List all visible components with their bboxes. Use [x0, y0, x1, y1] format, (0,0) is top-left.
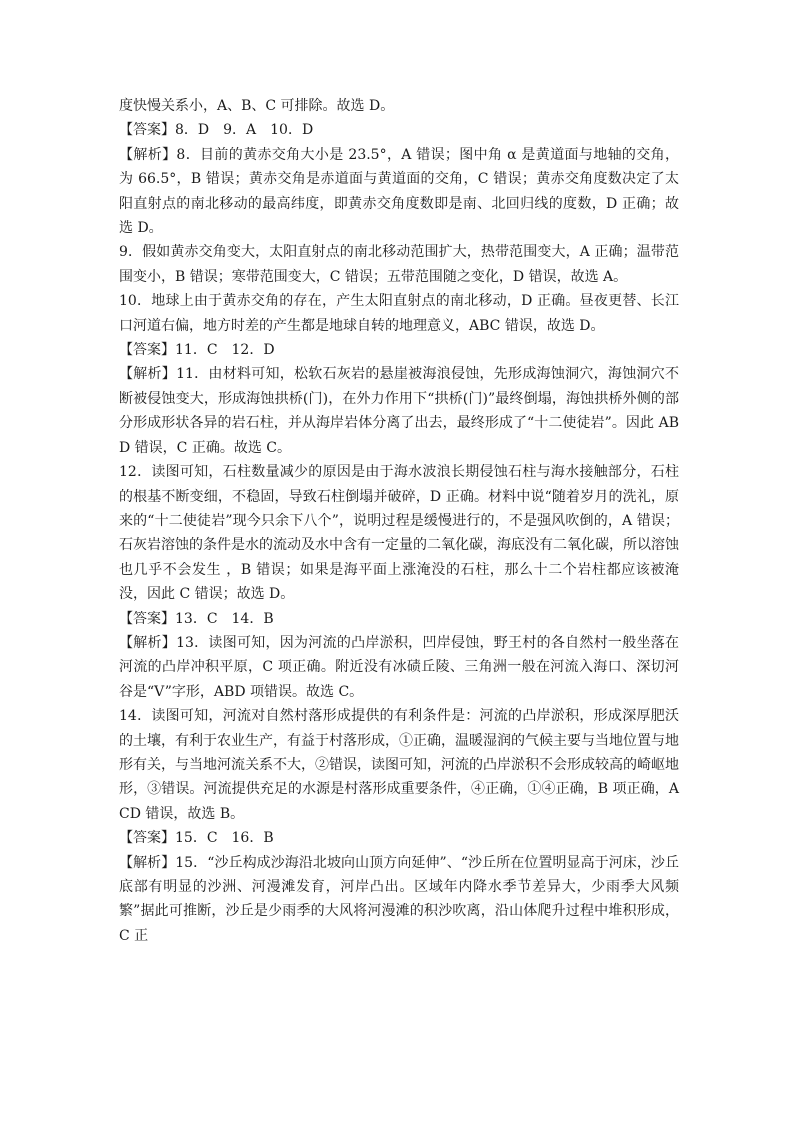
- explanation-q8: 【解析】8．目前的黄赤交角大小是 23.5°，A 错误；图中角 α 是黄道面与地轴的交角，为 66.5°，B 错误；黄赤交角是赤道面与黄道面的交角，C 错误；黄赤交角度数决定了太阳直射点的南北移动的最高纬度，即黄赤交角度数即是南、北回归线的度数，D 正确；故选 D。: [119, 146, 679, 237]
- explanation-q10: 10．地球上由于黄赤交角的存在，产生太阳直射点的南北移动，D 正确。昼夜更替、长江口河道右偏，地方时差的产生都是地球自转的地理意义，ABC 错误，故选 D。: [119, 293, 679, 334]
- paragraph-continuation: 度快慢关系小，A、B、C 可排除。故选 D。: [119, 98, 395, 114]
- explanation-q11: 【解析】11．由材料可知，松软石灰岩的悬崖被海浪侵蚀，先形成海蚀洞穴，海蚀洞穴不断被侵蚀变大，形成海蚀拱桥(门)，在外力作用下“拱桥(门)”最终倒塌，海蚀拱桥外侧的部分形成形状各异的岩石柱，并从海岸岩体分离了出去，最终形成了“十二使徒岩”。因此 ABD 错误，C 正确。故选 C。: [119, 366, 679, 456]
- explanation-q12: 12．读图可知，石柱数量减少的原因是由于海水波浪长期侵蚀石柱与海水接触部分，石柱的根基不断变细，不稳固，导致石柱倒塌并破碎，D 正确。材料中说“随着岁月的洗礼，原来的“十二使徒岩”现今只余下八个”，说明过程是缓慢进行的，不是强风吹倒的，A 错误；石灰岩溶蚀的条件是水的流动及水中含有一定量的二氧化碳，海底没有二氧化碳，所以溶蚀也几乎不会发生 ，B 错误；如果是海平面上涨淹没的石柱，那么十二个岩柱都应该被淹没，因此 C 错误；故选 D。: [119, 464, 679, 603]
- explanation-q15: 【解析】15．“沙丘构成沙海沿北坡向山顶方向延伸”、“沙丘所在位置明显高于河床，沙丘底部有明显的沙洲、河漫滩发育，河岸凸出。区域年内降水季节差异大，少雨季大风频繁”据此可推断，沙丘是少雨季的大风将河漫滩的积沙吹离，沿山体爬升过程中堆积形成，C 正: [119, 854, 679, 944]
- answer-line-15-16: 【答案】15．C 16．B: [119, 830, 274, 847]
- explanation-q13: 【解析】13．读图可知，因为河流的凸岸淤积，凹岸侵蚀，野王村的各自然村一般坐落在河流的凸岸冲积平原，C 项正确。附近没有冰碛丘陵、三角洲一般在河流入海口、深切河谷是“V”字形，ABD 项错误。故选 C。: [119, 634, 679, 700]
- explanation-q9: 9．假如黄赤交角变大，太阳直射点的南北移动范围扩大，热带范围变大，A 正确；温带范围变小，B 错误；寒带范围变大，C 错误；五带范围随之变化，D 错误，故选 A。: [119, 244, 679, 285]
- answer-explanation-text: [119, 94, 679, 948]
- answer-line-8-10: 【答案】8．D 9．A 10．D: [119, 122, 314, 139]
- answer-line-13-14: 【答案】13．C 14．B: [119, 610, 274, 627]
- answer-line-11-12: 【答案】11．C 12．D: [119, 342, 275, 359]
- explanation-q14: 14．读图可知，河流对自然村落形成提供的有利条件是：河流的凸岸淤积，形成深厚肥沃的土壤，有利于农业生产，有益于村落形成，①正确，温暖湿润的气候主要与当地位置与地形有关，与当地河流关系不大，②错误，读图可知，河流的凸岸淤积不会形成较高的崎岖地形，③错误。河流提供充足的水源是村落形成重要条件，④正确，①④正确，B 项正确，ACD 错误，故选 B。: [119, 708, 679, 822]
